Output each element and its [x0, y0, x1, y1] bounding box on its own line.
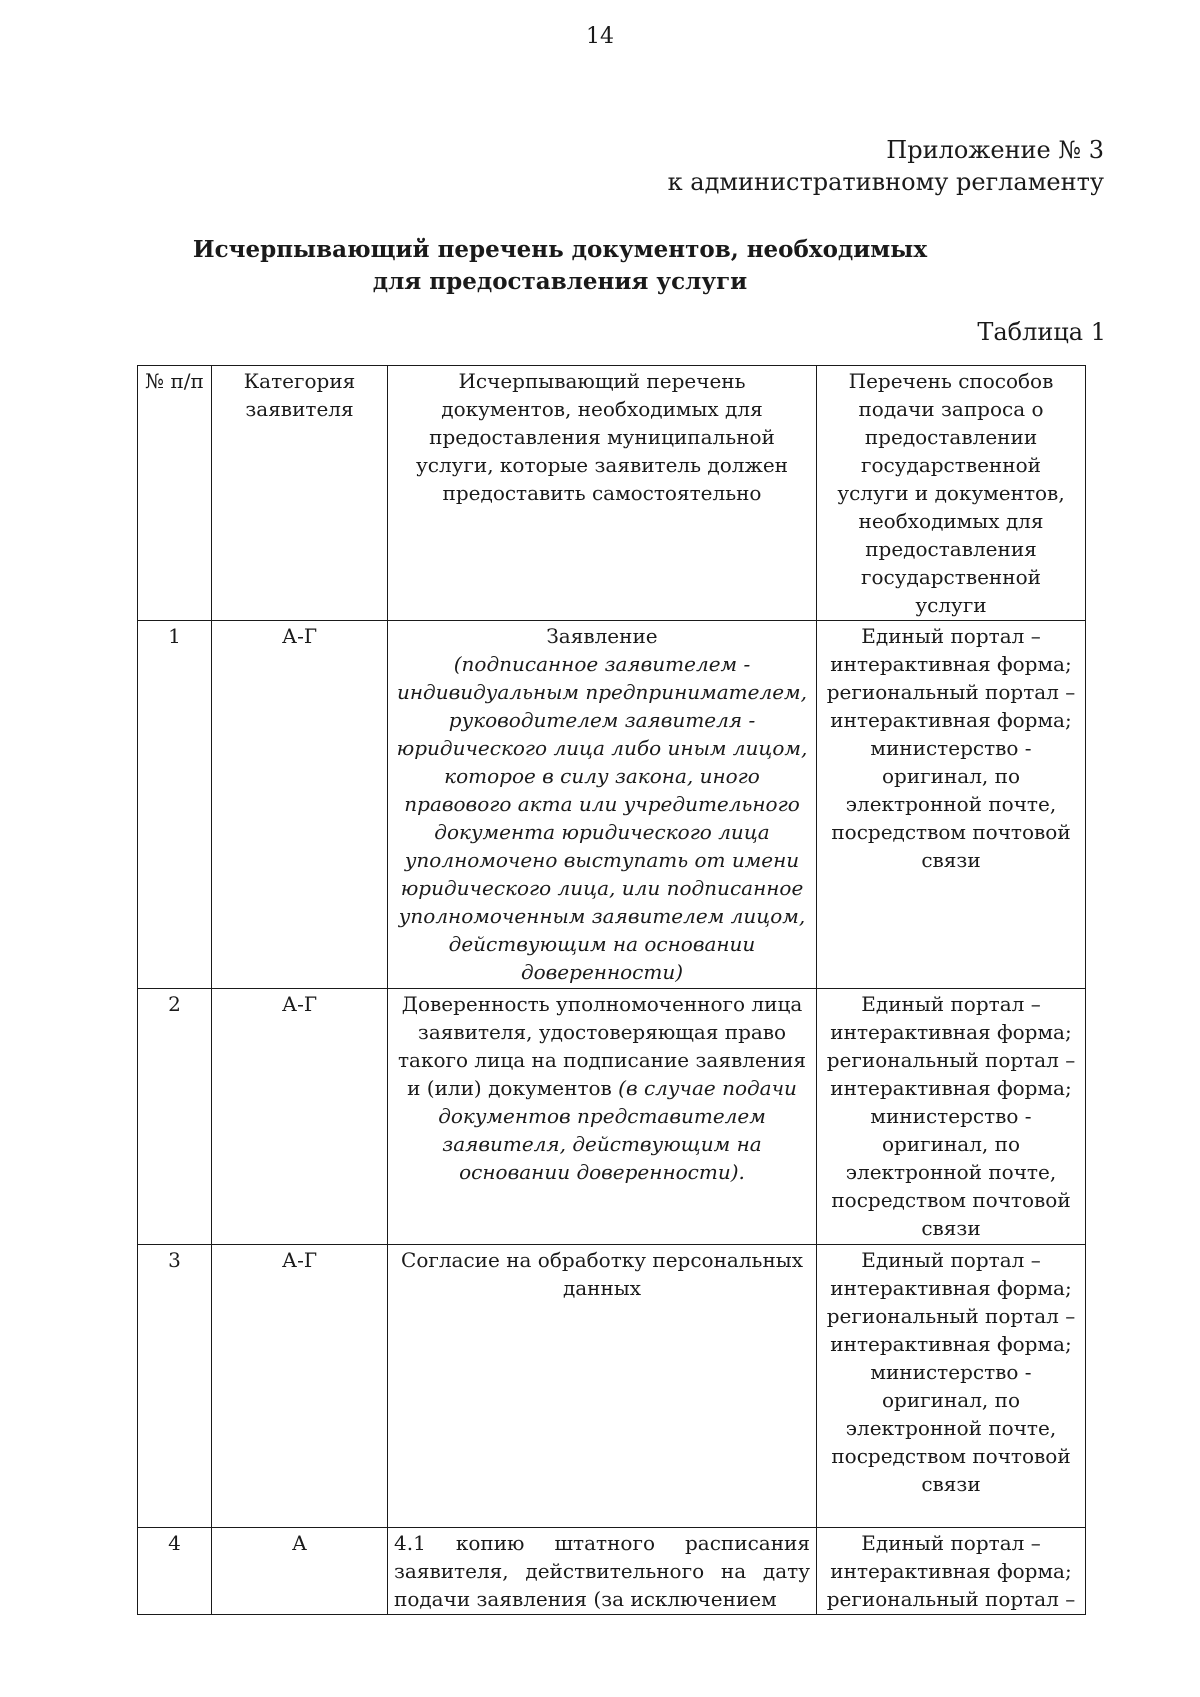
document-title: [130, 234, 990, 298]
row-documents: [388, 621, 817, 989]
document-note: (подписанное заявителем - индивидуальным предпринимателем, руководителем заявителя - юридического лица либо иным лицом, которое в силу закона, иного правового акта или учредительного документа юридического лица уполномочено выступать от имени юридического лица, или подписанное уполномоченным заявителем лицом, действующим на основании доверенности): [396, 652, 808, 984]
row-category: А-Г: [212, 621, 388, 989]
row-documents: 4.1 копию штатного расписания заявителя, действительного на дату подачи заявления (за исключением: [388, 1528, 817, 1615]
appendix-regulation: к административному регламенту: [667, 168, 1104, 196]
table-caption: Таблица 1: [977, 318, 1106, 346]
row-category: А-Г: [212, 1245, 388, 1528]
header-methods: Перечень способов подачи запроса о предоставлении государственной услуги и документов, необходимых для предоставления государственной услуги: [817, 366, 1086, 621]
row-category: А-Г: [212, 989, 388, 1245]
row-num: 1: [138, 621, 212, 989]
row-category: А: [212, 1528, 388, 1615]
row-methods: Единый портал – интерактивная форма; региональный портал – интерактивная форма; министерство - оригинал, по электронной почте, посредством почтовой связи: [817, 621, 1086, 989]
row-methods: Единый портал – интерактивная форма; региональный портал – интерактивная форма; министерство - оригинал, по электронной почте, посредством почтовой связи: [817, 1245, 1086, 1528]
appendix-reference: [668, 134, 1104, 198]
documents-table: [137, 365, 1086, 1615]
table-row: [138, 1528, 1086, 1615]
page-number: 14: [586, 24, 614, 49]
row-num: 3: [138, 1245, 212, 1528]
row-num: 2: [138, 989, 212, 1245]
table-row: [138, 989, 1086, 1245]
table-row: [138, 621, 1086, 989]
row-documents: Согласие на обработку персональных данных: [388, 1245, 817, 1528]
row-num: 4: [138, 1528, 212, 1615]
appendix-number: Приложение № 3: [886, 136, 1104, 164]
row-methods: Единый портал – интерактивная форма; региональный портал –: [817, 1528, 1086, 1615]
document-title-line-2: для предоставления услуги: [372, 268, 748, 295]
table-header-row: [138, 366, 1086, 621]
header-documents: Исчерпывающий перечень документов, необходимых для предоставления муниципальной услуги, которые заявитель должен предоставить самостоятельно: [388, 366, 817, 621]
header-category: Категория заявителя: [212, 366, 388, 621]
document-title-line-1: Исчерпывающий перечень документов, необходимых: [192, 236, 928, 263]
row-methods: Единый портал – интерактивная форма; региональный портал – интерактивная форма; министерство - оригинал, по электронной почте, посредством почтовой связи: [817, 989, 1086, 1245]
document-name: Доверенность уполномоченного лица заявителя, удостоверяющая право такого лица на подписание заявления и (или) документов: [397, 992, 807, 1100]
header-num: № п/п: [138, 366, 212, 621]
document-name: Заявление: [546, 624, 658, 648]
table-row: [138, 1245, 1086, 1528]
document-note: (в случае подачи документов представителем заявителя, действующим на основании доверенности).: [438, 1076, 797, 1184]
row-documents: [388, 989, 817, 1245]
